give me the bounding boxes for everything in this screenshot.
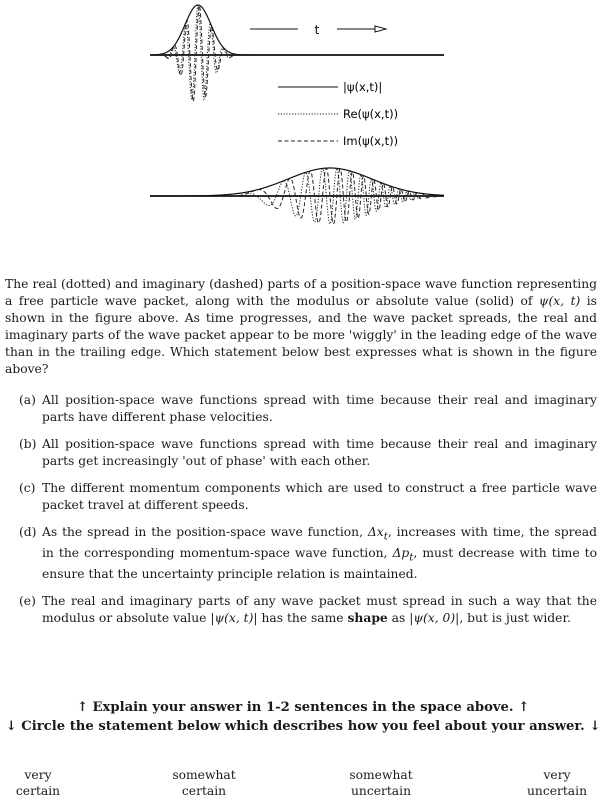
choice-e-letter: (e) <box>19 594 36 609</box>
wave-packet-figure <box>0 0 606 262</box>
choice-d[interactable] <box>5 524 597 582</box>
time-arrow-head <box>375 26 386 32</box>
choice-d-letter: (d) <box>19 525 37 539</box>
confidence-somewhat-certain-line1: somewhat <box>172 768 236 782</box>
choice-c-text: The different momentum components which are used to construct a free particle wave packet travel at different speeds. <box>42 481 597 512</box>
choice-d-text: As the spread in the position-space wave function, $\Delta x_t$, increases with time, the spread in the corresponding momentum-space wave function, $\Delta p_t$, must decrease with time to ensure that the uncertainty principle relation is maintained. <box>42 525 597 581</box>
time-label: t <box>314 23 320 37</box>
choice-a-text: All position-space wave functions spread with time because their real and imaginary parts have different phase velocities. <box>42 393 597 424</box>
confidence-very-uncertain-line2: uncertain <box>526 784 587 798</box>
confidence-somewhat-uncertain-line2: uncertain <box>350 784 411 798</box>
confidence-very-certain-line1: very <box>24 768 52 782</box>
choice-c-letter: (c) <box>19 481 36 495</box>
initial-imaginary-part-curve <box>160 5 240 101</box>
choice-b-text: All position-space wave functions spread with time because their real and imaginary parts get increasingly 'out of phase' with each other. <box>42 437 597 468</box>
choice-e[interactable] <box>5 593 597 626</box>
confidence-somewhat-uncertain-line1: somewhat <box>349 768 413 782</box>
question-stem: The real (dotted) and imaginary (dashed) parts of a position-space wave function representing a free particle wave packet, along with the modulus or absolute value (solid) of ψ(x, t) is shown in the figure above. As time progresses, and the wave packet spreads, the real and imaginary parts of the wave packet appear to be more 'wiggly' in the leading edge of the wave than in the trailing edge. Which statement below best expresses what is shown in the figure above? <box>5 277 597 376</box>
choice-b-letter: (b) <box>19 437 37 451</box>
explain-instruction: ↑ Explain your answer in 1-2 sentences in the space above. ↑ <box>76 700 530 715</box>
legend-real-label: Re(ψ(x,t)) <box>343 107 399 121</box>
answer-choices <box>5 392 597 637</box>
confidence-very-certain-line2: certain <box>15 784 61 798</box>
circle-instruction: ↓ Circle the statement below which describes how you feel about your answer. ↓ <box>5 719 601 734</box>
confidence-very-uncertain[interactable] <box>497 767 606 799</box>
choice-c[interactable] <box>5 480 597 513</box>
choice-a-letter: (a) <box>19 393 36 407</box>
confidence-somewhat-certain-line2: certain <box>181 784 227 798</box>
confidence-very-uncertain-line1: very <box>543 768 571 782</box>
confidence-somewhat-uncertain[interactable] <box>321 767 441 799</box>
initial-real-part-curve <box>160 5 240 100</box>
choice-e-text: The real and imaginary parts of any wave packet must spread in such a way that the modulus or absolute value |ψ(x, t)| has the same shape as |ψ(x, 0)|, but is just wider. <box>42 594 597 625</box>
choice-a[interactable] <box>5 392 597 425</box>
confidence-very-certain[interactable] <box>0 767 98 799</box>
legend-modulus-label: |ψ(x,t)| <box>343 80 383 94</box>
confidence-somewhat-certain[interactable] <box>144 767 264 799</box>
legend-imaginary-label: Im(ψ(x,t)) <box>343 134 399 148</box>
choice-b[interactable] <box>5 436 597 469</box>
